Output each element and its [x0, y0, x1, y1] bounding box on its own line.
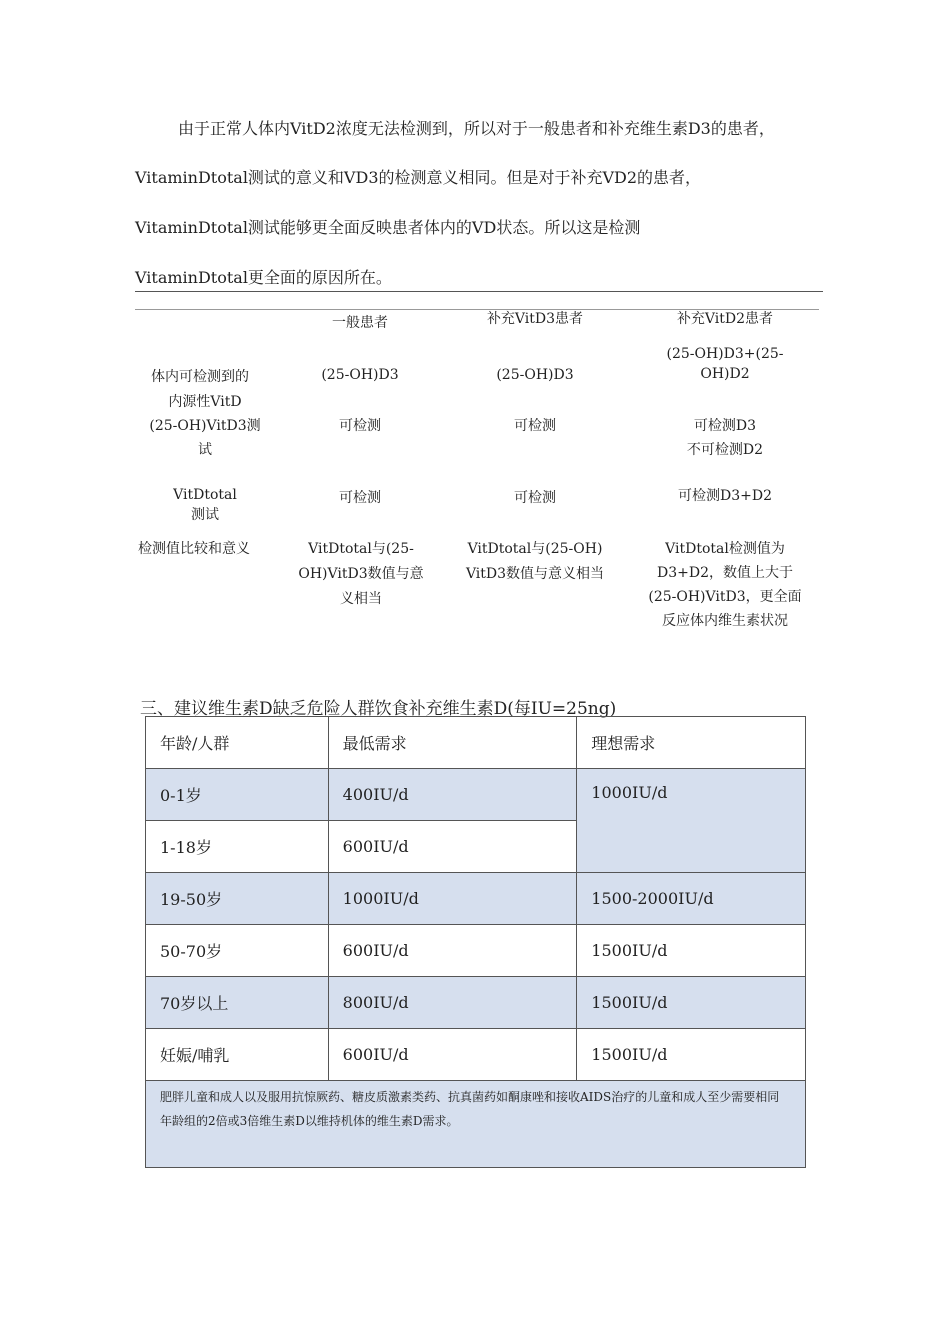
cmp-row1-general: (25-OH)D3: [321, 367, 399, 383]
vitamin-d-needs-table: [145, 716, 806, 1168]
cmp-row3-label-line2: 测试: [191, 507, 219, 523]
cmp-row3-d2: 可检测D3+D2: [678, 488, 772, 504]
cmp-row2-d2-line1: 可检测D3: [693, 418, 757, 434]
cmp-row2-label-line2: (25-OH)VitD3测: [149, 418, 261, 434]
row-min: 600IU/d: [328, 925, 577, 977]
table-note: 肥胖儿童和成人以及服用抗惊厥药、糖皮质激素类药、抗真菌药如酮康唑和接收AIDS治疗的儿童和成人至少需要相同年龄组的2倍或3倍维生素D以维持机体的维生素D需求。: [146, 1081, 806, 1168]
row-group: 19-50岁: [146, 873, 329, 925]
cmp-row4-d3: [445, 537, 625, 587]
cmp-row4-d2: [630, 537, 820, 633]
cmp-row4-label: 检测值比较和意义: [138, 541, 250, 557]
row-ideal: 1500IU/d: [577, 925, 806, 977]
table-header-row: [146, 717, 806, 769]
table-note-row: [146, 1081, 806, 1168]
row-min: 600IU/d: [328, 1029, 577, 1081]
cmp-header-d3: 补充VitD3患者: [486, 311, 584, 327]
cmp-row2-label-line1: 内源性VitD: [168, 394, 242, 410]
table-row: [146, 977, 806, 1029]
divider-top: [135, 291, 823, 292]
cmp-row4-general: [288, 537, 434, 612]
cmp-row3-label: [135, 485, 275, 525]
table-row: [146, 1029, 806, 1081]
cmp-header-general: 一般患者: [332, 315, 388, 331]
cmp-row4-general-line3: 义相当: [340, 591, 382, 607]
cmp-row1-d2-line1: (25-OH)D3+(25-: [666, 346, 784, 362]
cmp-row4-general-line1: VitDtotal与(25-: [308, 541, 414, 557]
cmp-row1-d2: [640, 344, 810, 384]
row-ideal: 1500-2000IU/d: [577, 873, 806, 925]
table-row: [146, 873, 806, 925]
cmp-row2-label: [135, 390, 275, 462]
row-ideal: 1000IU/d: [577, 769, 806, 873]
cmp-row2-d3: 可检测: [514, 418, 556, 434]
row-group: 70岁以上: [146, 977, 329, 1029]
section3-title: 三、建议维生素D缺乏危险人群饮食补充维生素D(每IU=25ng): [140, 699, 617, 719]
row-group: 妊娠/哺乳: [146, 1029, 329, 1081]
row-min: 600IU/d: [328, 821, 577, 873]
intro-line-1: 由于正常人体内VitD2浓度无法检测到，所以对于一般患者和补充维生素D3的患者，: [178, 119, 775, 138]
cmp-row1-d3: (25-OH)D3: [496, 367, 574, 383]
cmp-row4-d2-line2: D3+D2，数值上大于: [657, 565, 793, 581]
cmp-row1-d2-line2: OH)D2: [700, 366, 750, 382]
cmp-row3-general: 可检测: [339, 490, 381, 506]
row-group: 1-18岁: [146, 821, 329, 873]
row-ideal: 1500IU/d: [577, 1029, 806, 1081]
cmp-row4-general-line2: OH)VitD3数值与意: [298, 566, 424, 582]
cmp-row3-d3: 可检测: [514, 490, 556, 506]
row-min: 400IU/d: [328, 769, 577, 821]
row-min: 800IU/d: [328, 977, 577, 1029]
cmp-row2-d2: [640, 414, 810, 462]
cmp-row2-label-line3: 试: [198, 442, 212, 458]
table-row: [146, 769, 806, 821]
cmp-row4-d3-line1: VitDtotal与(25-OH): [467, 541, 603, 557]
cmp-row4-d3-line2: VitD3数值与意义相当: [465, 566, 605, 582]
cmp-header-d2: 补充VitD2患者: [676, 311, 774, 327]
row-group: 50-70岁: [146, 925, 329, 977]
row-min: 1000IU/d: [328, 873, 577, 925]
intro-line-2: VitaminDtotal测试的意义和VD3的检测意义相同。但是对于补充VD2的患者，: [135, 168, 702, 187]
cmp-row2-d2-line2: 不可检测D2: [686, 442, 764, 458]
cmp-row2-general: 可检测: [339, 418, 381, 434]
cmp-row3-label-line1: VitDtotal: [173, 487, 237, 503]
cmp-row4-d2-line4: 反应体内维生素状况: [662, 613, 788, 629]
header-ideal: 理想需求: [577, 717, 806, 769]
header-min: 最低需求: [328, 717, 577, 769]
table-row: [146, 925, 806, 977]
row-group: 0-1岁: [146, 769, 329, 821]
header-group: 年龄/人群: [146, 717, 329, 769]
cmp-row4-d2-line3: (25-OH)VitD3，更全面: [648, 589, 802, 605]
intro-line-3: VitaminDtotal测试能够更全面反映患者体内的VD状态。所以这是检测: [135, 218, 641, 237]
intro-line-4: VitaminDtotal更全面的原因所在。: [135, 268, 392, 287]
row-ideal: 1500IU/d: [577, 977, 806, 1029]
cmp-row1-label: 体内可检测到的: [151, 369, 249, 385]
cmp-row4-d2-line1: VitDtotal检测值为: [665, 541, 785, 557]
